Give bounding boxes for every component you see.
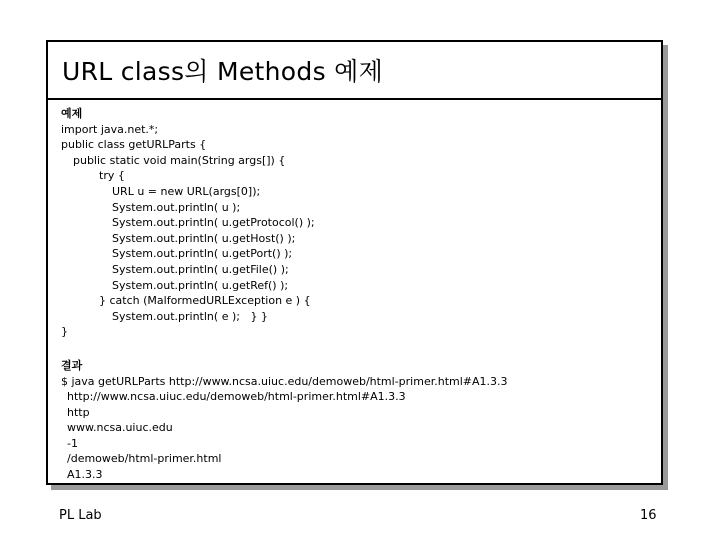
code-line: public class getURLParts { bbox=[61, 138, 207, 152]
output-line: www.ncsa.uiuc.edu bbox=[67, 421, 173, 435]
code-line: System.out.println( u.getPort() ); bbox=[112, 247, 293, 261]
output-line: http://www.ncsa.uiuc.edu/demoweb/html-primer.html#A1.3.3 bbox=[67, 390, 406, 404]
output-line: A1.3.3 bbox=[67, 468, 103, 482]
slide-frame bbox=[46, 40, 663, 485]
result-heading: 결과 bbox=[61, 358, 83, 372]
footer-lab-name: PL Lab bbox=[59, 508, 102, 523]
output-line: -1 bbox=[67, 436, 78, 450]
code-line: System.out.println( u.getFile() ); bbox=[112, 262, 289, 276]
output-line: /demoweb/html-primer.html bbox=[67, 452, 222, 466]
code-line: import java.net.*; bbox=[61, 122, 159, 136]
slide-title: URL class의 Methods 예제 bbox=[62, 57, 384, 86]
code-line: try { bbox=[99, 169, 125, 183]
example-heading: 예제 bbox=[61, 107, 83, 120]
code-line: } catch (MalformedURLException e ) { bbox=[99, 294, 311, 308]
code-line: public static void main(String args[]) { bbox=[73, 153, 286, 167]
code-line: System.out.println( e ); } } bbox=[112, 309, 268, 323]
code-line: } bbox=[61, 325, 68, 339]
command-line: $ java getURLParts http://www.ncsa.uiuc.edu/demoweb/html-primer.html#A1.3.3 bbox=[61, 374, 508, 388]
code-line: System.out.println( u ); bbox=[112, 200, 241, 214]
page-number: 16 bbox=[640, 508, 657, 523]
title-bar bbox=[48, 42, 661, 100]
code-line: System.out.println( u.getRef() ); bbox=[112, 278, 289, 292]
code-line: System.out.println( u.getProtocol() ); bbox=[112, 216, 315, 230]
output-line: http bbox=[67, 405, 90, 419]
code-line: URL u = new URL(args[0]); bbox=[112, 184, 261, 198]
slide-body bbox=[61, 106, 651, 483]
spacer bbox=[61, 340, 651, 358]
code-line: System.out.println( u.getHost() ); bbox=[112, 231, 296, 245]
